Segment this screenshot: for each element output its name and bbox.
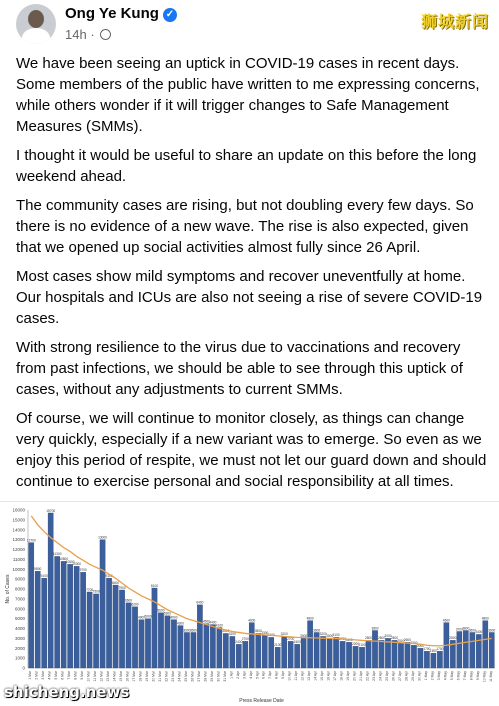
post-paragraph: We have been seeing an uptick in COVID-19 cases in recent days. Some members of the public have written to me expressing concerns, while others wonder if it will trigger changes to Safe Management Measures (SMMs).: [16, 55, 480, 135]
chart-bar: [68, 564, 73, 668]
bar-value-label: 3100: [332, 633, 340, 638]
x-tick-label: 16 Mar: [125, 671, 130, 682]
chart-bar: [463, 630, 468, 668]
x-tick-label: 19 Mar: [144, 671, 149, 682]
x-tick-label: 21 Mar: [157, 671, 162, 682]
bar-value-label: 2200: [352, 642, 360, 647]
bar-value-label: 4900: [137, 615, 146, 620]
x-tick-label: 11 Mar: [93, 671, 98, 682]
x-tick-label: 24 Apr: [378, 671, 383, 681]
bar-value-label: 4400: [209, 620, 217, 625]
x-tick-label: 29 Mar: [209, 671, 214, 682]
chart-bar: [197, 605, 202, 668]
y-tick-label: 11000: [12, 556, 25, 562]
bar-value-label: 3500: [222, 629, 230, 634]
x-tick-label: 29 Apr: [410, 671, 415, 681]
bar-value-label: 3600: [488, 628, 496, 633]
chart-bar: [346, 642, 351, 668]
bar-value-label: 3000: [384, 634, 392, 639]
x-tick-label: 1 Apr: [229, 671, 234, 679]
bar-value-label: 2800: [364, 636, 373, 641]
x-tick-label: 22 Mar: [164, 671, 169, 682]
author-name-row: [65, 5, 177, 22]
bar-value-label: 4300: [176, 621, 184, 626]
bar-value-label: 3800: [462, 626, 470, 631]
x-tick-label: 8 Apr: [274, 671, 279, 679]
x-tick-label: 8 May: [469, 671, 474, 681]
bar-value-label: 3600: [313, 628, 321, 633]
x-tick-label: 27 Apr: [397, 671, 402, 681]
chart-bar: [204, 624, 209, 668]
chart-bar: [256, 633, 261, 668]
avatar-head: [28, 10, 44, 28]
chart-bar: [217, 628, 222, 668]
chart-bar: [171, 620, 176, 668]
chart-bar: [483, 621, 488, 668]
bar-value-label: 8400: [112, 580, 120, 585]
bar-value-label: 4500: [202, 619, 210, 624]
chart-bar: [418, 648, 423, 668]
x-tick-label: 3 Apr: [242, 671, 247, 679]
avatar[interactable]: [16, 4, 56, 44]
y-tick-label: 10000: [12, 566, 25, 572]
post-time[interactable]: 14h: [65, 27, 87, 42]
chart-bar: [42, 578, 47, 668]
x-tick-label: 11 May: [488, 671, 493, 682]
x-tick-label: 28 Mar: [203, 671, 208, 682]
bar-value-label: 3200: [280, 632, 288, 637]
x-tick-label: 27 Mar: [196, 671, 201, 682]
y-tick-label: 7000: [14, 596, 25, 602]
bar-value-label: 15700: [46, 508, 56, 513]
bar-value-label: 2600: [403, 638, 411, 643]
verified-icon: ✓: [163, 8, 177, 22]
x-tick-label: 31 Mar: [222, 671, 227, 682]
x-tick-label: 20 Mar: [151, 671, 156, 682]
bar-value-label: 10500: [65, 560, 75, 565]
y-tick-label: 5000: [14, 616, 25, 622]
x-tick-label: 2 Apr: [235, 671, 240, 679]
bar-value-label: 9100: [105, 573, 113, 578]
y-tick-label: 13000: [12, 537, 25, 543]
x-tick-label: 24 Mar: [177, 671, 182, 682]
x-axis-title: Press Release Date: [239, 698, 284, 704]
x-tick-label: 7 Mar: [67, 671, 72, 680]
chart-bar: [236, 644, 241, 668]
author-name[interactable]: Ong Ye Kung: [65, 5, 159, 22]
chart-bar: [295, 644, 300, 668]
meta-separator: ·: [90, 27, 95, 42]
chart-bar: [437, 651, 442, 668]
chart-svg: [0, 502, 499, 706]
bar-value-label: 7900: [118, 585, 126, 590]
x-tick-label: 23 Apr: [372, 671, 377, 681]
bar-value-label: 3200: [319, 632, 327, 637]
bar-value-label: 10800: [59, 557, 69, 562]
bar-value-label: 2100: [358, 643, 366, 648]
avatar-shirt: [22, 28, 50, 44]
bar-value-label: 11300: [52, 552, 62, 557]
bar-value-label: 3600: [468, 628, 476, 633]
x-tick-label: 10 May: [482, 671, 487, 683]
x-tick-label: 10 Mar: [86, 671, 91, 682]
bar-value-label: 4600: [442, 618, 450, 623]
chart-bar: [372, 630, 377, 668]
bar-value-label: 2800: [449, 636, 457, 641]
bar-value-label: 6600: [124, 598, 133, 603]
x-tick-label: 23 Mar: [170, 671, 175, 682]
chart-bar: [275, 647, 280, 668]
chart-bar: [35, 571, 40, 668]
x-tick-label: 3 May: [436, 671, 441, 681]
bar-value-label: 3000: [300, 634, 308, 639]
x-tick-label: 9 May: [475, 671, 480, 681]
x-tick-label: 19 Apr: [346, 671, 351, 681]
x-tick-label: 11 Apr: [294, 671, 299, 681]
x-tick-label: 4 Apr: [248, 671, 253, 679]
x-tick-label: 15 Apr: [320, 671, 325, 681]
bar-value-label: 2400: [293, 640, 301, 645]
chart-bar: [152, 588, 157, 668]
bar-value-label: 1700: [423, 647, 431, 652]
post-paragraph: With strong resilience to the virus due to vaccinations and recovery from past infections, we should be able to see through this uptick of cases, without any adjustments to current SMMs.: [16, 339, 463, 398]
x-tick-label: 30 Apr: [417, 671, 422, 681]
chart-bar: [282, 636, 287, 668]
bar-value-label: 2800: [390, 636, 399, 641]
chart-bar: [119, 590, 124, 668]
bar-value-label: 3100: [267, 633, 275, 638]
y-tick-label: 3000: [14, 635, 25, 641]
chart-bar: [165, 616, 170, 668]
chart-bar: [191, 632, 196, 668]
y-tick-label: 1000: [14, 655, 25, 661]
chart-bar: [113, 585, 118, 668]
bar-value-label: 2000: [416, 644, 424, 649]
chart-bar: [74, 566, 79, 668]
chart-bar: [29, 543, 34, 668]
x-tick-label: 7 Apr: [268, 671, 273, 679]
x-tick-label: 6 May: [456, 671, 461, 681]
covid-cases-chart[interactable]: [0, 501, 499, 706]
bar-value-label: 2700: [339, 637, 347, 642]
bar-value-label: 2800: [377, 636, 386, 641]
chart-bar: [106, 578, 111, 668]
x-tick-label: 9 Mar: [80, 671, 85, 680]
bar-value-label: 3500: [254, 629, 262, 634]
x-tick-label: 26 Apr: [391, 671, 396, 681]
chart-bar: [269, 637, 274, 668]
bar-value-label: 5000: [144, 614, 152, 619]
bar-value-label: 2500: [397, 639, 405, 644]
post-paragraph: I thought it would be useful to share an update on this before the long weekend ahead.: [16, 147, 477, 185]
bar-value-label: 5600: [157, 608, 165, 613]
chart-bar: [178, 626, 183, 668]
y-tick-label: 14000: [12, 527, 25, 533]
x-tick-label: 17 Apr: [333, 671, 338, 681]
chart-bar: [230, 636, 235, 668]
chart-bar: [243, 641, 248, 668]
bar-value-label: 9700: [79, 568, 87, 573]
x-tick-label: 8 Mar: [73, 671, 78, 680]
x-tick-label: 5 May: [449, 671, 454, 681]
chart-bar: [80, 572, 85, 668]
y-tick-label: 15000: [12, 517, 25, 523]
x-tick-label: 17 Mar: [132, 671, 137, 682]
chart-bar: [405, 642, 410, 668]
x-tick-label: 2 Mar: [34, 671, 39, 680]
post-text: [16, 53, 488, 500]
chart-bar: [431, 653, 436, 668]
x-tick-label: 16 Apr: [326, 671, 331, 681]
x-tick-label: 7 May: [462, 671, 467, 681]
chart-bar: [139, 620, 144, 668]
chart-bar: [333, 637, 338, 668]
x-tick-label: 9 Apr: [281, 671, 286, 679]
chart-bar: [307, 621, 312, 668]
bar-value-label: 1500: [429, 648, 437, 653]
x-tick-label: 13 Apr: [307, 671, 312, 681]
bar-value-label: 7700: [86, 587, 94, 592]
chart-bar: [126, 603, 131, 668]
x-tick-label: 13 Mar: [106, 671, 111, 682]
bar-value-label: 2600: [345, 638, 353, 643]
bar-value-label: 1700: [436, 647, 444, 652]
bar-value-label: 9100: [40, 573, 48, 578]
x-tick-label: 14 Apr: [313, 671, 318, 681]
y-tick-label: 0: [22, 665, 25, 671]
x-tick-label: 4 Mar: [47, 671, 52, 680]
bar-value-label: 6200: [131, 602, 139, 607]
bar-value-label: 4100: [215, 623, 223, 628]
bar-value-label: 3000: [326, 634, 334, 639]
x-tick-label: 2 May: [430, 671, 435, 681]
bar-value-label: 4800: [481, 616, 489, 621]
x-tick-label: 25 Mar: [183, 671, 188, 682]
bar-value-label: 6400: [196, 600, 204, 605]
chart-bar: [87, 592, 92, 668]
watermark-logo: 狮城新闻: [420, 14, 489, 31]
y-tick-label: 16000: [12, 507, 25, 513]
chart-bar: [262, 635, 267, 668]
bar-value-label: 2400: [235, 640, 243, 645]
chart-bar: [327, 638, 332, 668]
chart-bar: [489, 632, 494, 668]
chart-bar: [184, 632, 189, 668]
post-meta: [65, 27, 111, 42]
chart-bar: [392, 640, 397, 668]
x-tick-label: 14 Mar: [112, 671, 117, 682]
x-tick-label: 30 Mar: [216, 671, 221, 682]
x-tick-label: 4 May: [443, 671, 448, 681]
chart-bar: [210, 625, 215, 668]
chart-bar: [424, 651, 429, 668]
bar-value-label: 3200: [228, 632, 236, 637]
post-paragraph: The community cases are rising, but not doubling every few days. So there is no evidence of a new wave. The rise is also expected, given that we opened up social activities almost fully since 26 April.: [16, 197, 474, 256]
x-tick-label: 1 Mar: [28, 671, 33, 680]
x-tick-label: 6 Apr: [261, 671, 266, 679]
chart-bar: [223, 633, 228, 668]
bar-value-label: 10300: [72, 562, 82, 567]
chart-bar: [249, 623, 254, 668]
x-tick-label: 18 Mar: [138, 671, 143, 682]
x-tick-label: 10 Apr: [287, 671, 292, 681]
x-tick-label: 26 Mar: [190, 671, 195, 682]
globe-icon: [100, 29, 111, 40]
bar-value-label: 4800: [306, 616, 314, 621]
bar-value-label: 5300: [163, 611, 171, 616]
post-paragraph: Of course, we will continue to monitor closely, as things can change very quickly, especially if a new variant was to emerge. So even as we enjoy this period of respite, we must not let our guard down and should continue to exercise personal and social responsibility at all times.: [16, 410, 487, 490]
bar-value-label: 7500: [92, 589, 100, 594]
chart-bar: [359, 647, 364, 668]
chart-bar: [55, 556, 60, 668]
chart-bar: [132, 607, 137, 668]
x-tick-label: 20 Apr: [352, 671, 357, 681]
y-tick-label: 6000: [14, 606, 25, 612]
chart-bar: [470, 632, 475, 668]
chart-bar: [398, 643, 403, 668]
x-tick-label: 6 Mar: [60, 671, 65, 680]
bar-value-label: 3700: [455, 627, 463, 632]
bar-value-label: 3300: [261, 631, 269, 636]
y-tick-label: 9000: [14, 576, 25, 582]
bar-value-label: 12700: [26, 538, 36, 543]
post-header: [0, 0, 499, 50]
chart-bar: [100, 540, 105, 668]
bar-value-label: 8100: [150, 583, 159, 588]
bar-value-label: 9800: [34, 567, 42, 572]
chart-bar: [320, 636, 325, 668]
x-tick-label: 15 Mar: [119, 671, 124, 682]
x-tick-label: 3 Mar: [41, 671, 46, 680]
chart-bar: [411, 645, 416, 668]
x-tick-label: 22 Apr: [365, 671, 370, 681]
bar-value-label: 3400: [475, 630, 483, 635]
chart-bar: [301, 638, 306, 668]
chart-bar: [158, 613, 163, 668]
x-tick-label: 21 Apr: [359, 671, 364, 681]
bar-value-label: 3800: [371, 626, 379, 631]
chart-bar: [366, 640, 371, 668]
chart-bar: [340, 641, 345, 668]
y-tick-label: 4000: [14, 626, 25, 631]
y-tick-label: 12000: [12, 547, 25, 552]
x-tick-label: 1 May: [423, 671, 428, 681]
y-tick-label: 8000: [14, 586, 25, 592]
bar-value-label: 13000: [98, 535, 108, 540]
x-tick-label: 18 Apr: [339, 671, 344, 681]
bar-value-label: 2300: [410, 641, 418, 646]
bar-value-label: 3600: [189, 628, 197, 633]
bar-value-label: 4900: [170, 615, 178, 620]
watermark-text: shicheng.news: [4, 683, 130, 701]
bar-value-label: 4600: [248, 618, 256, 623]
y-axis-title: No. of Cases: [5, 574, 11, 604]
x-tick-label: 12 Mar: [99, 671, 104, 682]
post-paragraph: Most cases show mild symptoms and recover uneventfully at home. Our hospitals and ICUs are also not seeing a rise of severe COVID-19 cases.: [16, 268, 483, 327]
chart-bar: [288, 641, 293, 668]
chart-bar: [457, 631, 462, 668]
y-tick-label: 2000: [14, 645, 25, 651]
bar-value-label: 2700: [287, 637, 295, 642]
x-tick-label: 5 Mar: [54, 671, 59, 680]
bar-value-label: 2100: [274, 643, 282, 648]
x-tick-label: 12 Apr: [300, 671, 305, 681]
chart-bar: [385, 638, 390, 668]
chart-bar: [145, 619, 150, 668]
bar-value-label: 3600: [183, 628, 191, 633]
x-tick-label: 5 Apr: [255, 671, 260, 679]
x-tick-label: 28 Apr: [404, 671, 409, 681]
chart-bar: [353, 646, 358, 668]
bar-value-label: 2700: [241, 637, 249, 642]
chart-bar: [93, 594, 98, 668]
chart-bar: [61, 561, 66, 668]
chart-bar: [379, 640, 384, 668]
x-tick-label: 25 Apr: [384, 671, 389, 681]
